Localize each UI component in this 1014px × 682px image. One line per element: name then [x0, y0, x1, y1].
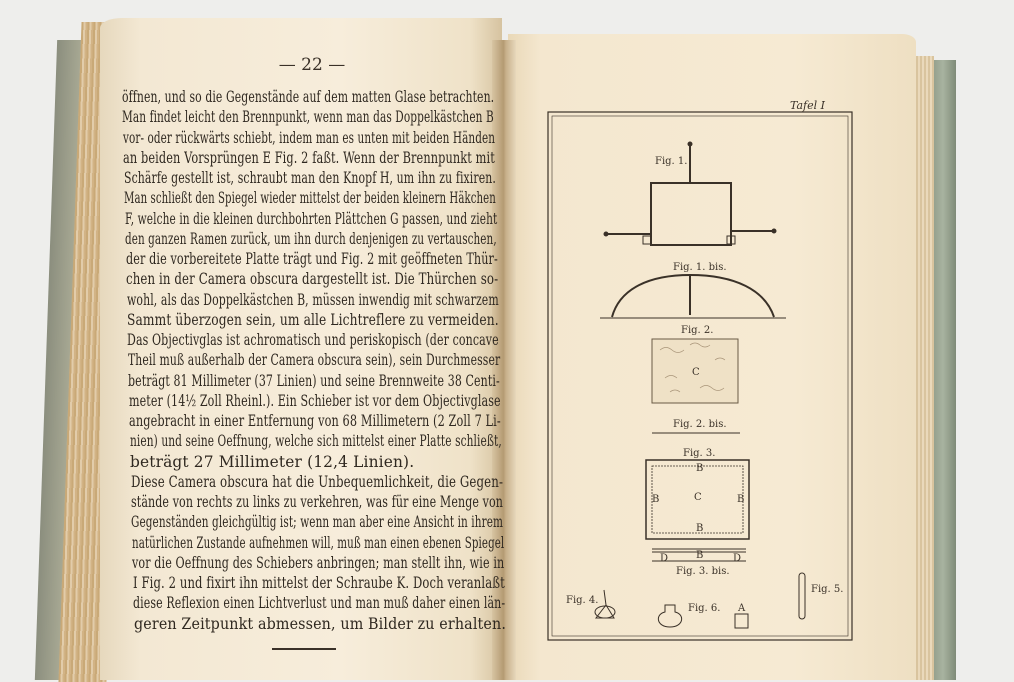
text-line: beträgt 27 Millimeter (12,4 Linien).	[130, 452, 415, 471]
fig3-label: Fig. 3.	[683, 448, 716, 459]
text-line: Theil muß außerhalb der Camera obscura sein), sein Durchmesser	[128, 351, 501, 370]
text-line: diese Reflexion einen Lichtverlust und man muß daher einen län-	[133, 594, 506, 613]
fig1-drawing	[604, 142, 776, 245]
text-line: Man schließt den Spiegel wieder mittelst der beiden kleinern Häkchen	[124, 189, 496, 208]
text-line: Gegenständen gleichgültig ist; wenn man aber eine Ansicht in ihrem	[131, 513, 504, 532]
text-line: beträgt 81 Millimeter (37 Linien) und seine Brennweite 38 Centi-	[128, 371, 500, 390]
page-number: — 22 —	[278, 55, 346, 75]
text-line: F, welche in die kleinen durchbohrten Plättchen G passen, und zieht	[125, 209, 498, 228]
text-line: Schärfe gestellt ist, schraubt man den Knopf H, um ihn zu fixiren.	[124, 169, 496, 187]
text-line: Das Objectivglas ist achromatisch und periskopisch (der concave	[127, 331, 499, 349]
text-line: Sammt überzogen sein, um alle Lichtreflere zu vermeiden.	[127, 310, 499, 329]
text-line: I Fig. 2 und fixirt ihn mittelst der Schraube K. Doch veranlaßt	[133, 574, 505, 592]
text-line: an beiden Vorsprüngen E Fig. 2 faßt. Wenn der Brennpunkt mit	[123, 148, 495, 167]
text-line: vor die Oeffnung des Schiebers anbringen; man stellt ihn, wie in	[132, 553, 505, 572]
fig6-letter-a: A	[738, 603, 746, 614]
fig3-letter-b-bottom: B	[696, 523, 704, 534]
text-line: öffnen, und so die Gegenstände auf dem matten Glase betrachten.	[122, 88, 495, 106]
text-line: natürlichen Zustande aufnehmen will, muß man einen ebenen Spiegel	[132, 533, 505, 552]
text-line: angebracht in einer Entfernung von 68 Millimetern (2 Zoll 7 Li-	[129, 412, 501, 430]
fig3bis-letter-d-left: D	[660, 553, 669, 564]
fig2-label: Fig. 2.	[681, 325, 714, 336]
fig5-label: Fig. 5.	[811, 584, 844, 595]
fig3-letter-b-top: B	[696, 463, 704, 474]
text-line: nien) und seine Oeffnung, welche sich mittelst einer Platte schließt,	[130, 432, 502, 451]
fig3bis-letter-b: B	[696, 550, 704, 561]
fig3bis-label: Fig. 3. bis.	[676, 566, 730, 577]
text-line: geren Zeitpunkt abmessen, um Bilder zu erhalten.	[134, 614, 506, 633]
plate-title: Tafel I	[790, 99, 825, 112]
fig5-drawing	[799, 573, 805, 619]
text-line: den ganzen Ramen zurück, um ihn durch denjenigen zu vertauschen,	[125, 229, 497, 248]
text-line: chen in der Camera obscura dargestellt ist. Die Thürchen so-	[126, 270, 499, 289]
text-line: stände von rechts zu links zu verkehren, was für eine Menge von	[131, 493, 504, 511]
text-line: Man findet leicht den Brennpunkt, wenn man das Doppelkästchen B	[122, 108, 494, 127]
fig3-letter-c: C	[694, 492, 702, 503]
fig1bis-drawing	[600, 275, 786, 318]
fig4-label: Fig. 4.	[566, 595, 599, 606]
fig3-letter-b-right: B	[737, 494, 745, 505]
text-line: wohl, als das Doppelkästchen B, müssen inwendig mit schwarzem	[127, 290, 499, 309]
fig2-letter-c: C	[692, 367, 700, 378]
fig6-label: Fig. 6.	[688, 603, 721, 614]
fig3bis-letter-d-right: D	[733, 553, 742, 564]
fig2bis-label: Fig. 2. bis.	[673, 419, 727, 430]
fig1bis-label: Fig. 1. bis.	[673, 262, 727, 273]
text-line: meter (14½ Zoll Rheinl.). Ein Schieber ist vor dem Objectivglase	[129, 391, 501, 410]
fig3-letter-b-left: B	[652, 494, 660, 505]
fig1-label: Fig. 1.	[655, 156, 688, 167]
text-line: vor- oder rückwärts schiebt, indem man es unten mit beiden Händen	[123, 128, 496, 147]
text-line: Diese Camera obscura hat die Unbequemlichkeit, die Gegen-	[131, 472, 504, 491]
text-line: der die vorbereitete Platte trägt und Fig. 2 mit geöffneten Thür-	[126, 250, 498, 268]
